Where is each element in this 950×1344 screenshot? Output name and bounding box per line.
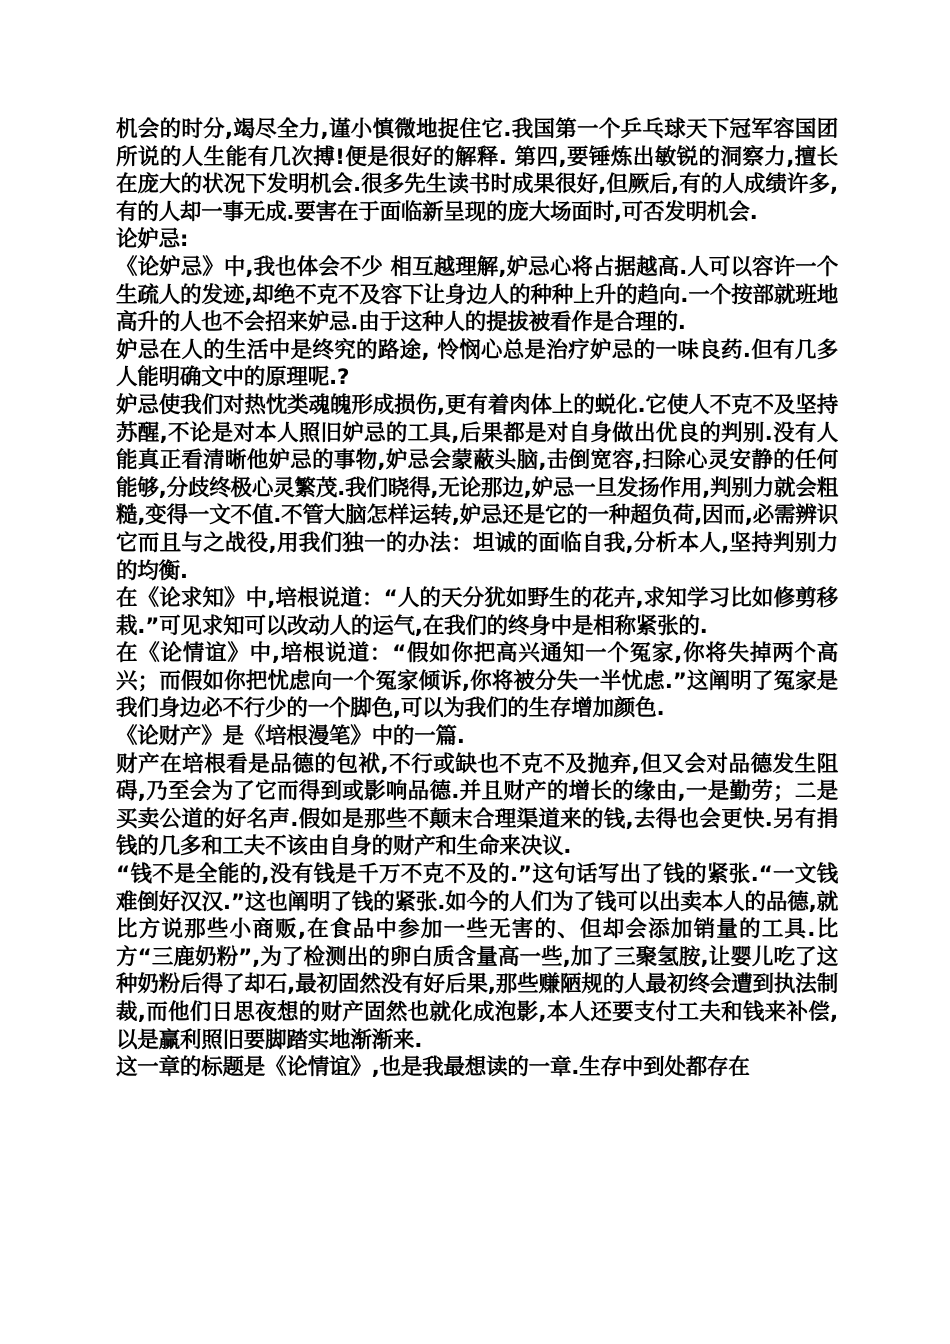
paragraph-envy-remedy: 妒忌在人的生活中是终究的路途, 怜悯心总是治疗妒忌的一味良药.但有几多人能明确文中的原理呢.? (116, 337, 838, 391)
paragraph-opportunity: 机会的时分,竭尽全力,谨小慎微地捉住它.我国第一个乒乓球天下冠军容国团所说的人生能有几次搏!便是很好的解释. 第四,要锤炼出敏锐的洞察力,擅长在庞大的状况下发明机会.很多先生读书时成果很好,但厥后,有的人成绩许多,有的人却一事无成.要害在于面临新呈现的庞大场面时,可否发明机会. (116, 117, 838, 225)
paragraph-riches-virtue: 财产在培根看是品德的包袱,不行或缺也不克不及抛弃,但又会对品德发生阻碍,乃至会为了它而得到或影响品德.并且财产的增长的缘由,一是勤劳；二是买卖公道的好名声.假如是那些不颠末合理渠道来的钱,去得也会更快.另有捐钱的几多和工夫不该由自身的财产和生命来决议. (116, 751, 838, 860)
paragraph-friendship-chapter: 这一章的标题是《论情谊》,也是我最想读的一章.生存中到处都存在 (116, 1055, 750, 1081)
paragraph-money-importance: “钱不是全能的,没有钱是千万不克不及的.”这句话写出了钱的紧张.“一文钱难倒好汉汉.”这也阐明了钱的紧张.如今的人们为了钱可以出卖本人的品德,就比方说那些小商贩,在食品中参加一些无害的、但却会添加销量的工具.比方“三鹿奶粉”,为了检测出的卵白质含量高一些,加了三聚氢胺,让婴儿吃了这种奶粉后得了却石,最初固然没有好后果,那些赚陋规的人最初终会遭到执法制裁,而他们日思夜想的财产固然也就化成泡影,本人还要支付工夫和钱来补偿,以是赢利照旧要脚踏实地渐渐来. (116, 862, 838, 1053)
paragraph-on-studies: 在《论求知》中,培根说道：“人的天分犹如野生的花卉,求知学习比如修剪移栽.”可见求知可以改动人的运气,在我们的终身中是相称紧张的. (116, 586, 838, 639)
heading-on-envy: 论妒忌: (116, 227, 189, 253)
paragraph-envy-harm: 妒忌使我们对热忱类魂魄形成损伤,更有着肉体上的蜕化.它使人不克不及坚持苏醒,不论是对本人照旧妒忌的工具,后果都是对自身做出优良的判别.没有人能真正看清晰他妒忌的事物,妒忌会蒙蔽头脑,击倒宽容,扫除心灵安静的任何能够,分歧终极心灵繁茂.我们晓得,无论那边,妒忌一旦发扬作用,判别力就会粗糙,变得一文不值.不管大脑怎样运转,妒忌还是它的一种超负荷,因而,必需辨识它而且与之战役,用我们独一的办法：坦诚的面临自我,分析本人,坚持判别力的均衡. (116, 392, 838, 584)
paragraph-on-friendship: 在《论情谊》中,培根说道：“假如你把高兴通知一个冤家,你将失掉两个高兴；而假如你把忧虑向一个冤家倾诉,你将被分失一半忧虑.”这阐明了冤家是我们身边必不行少的一个脚色,可以为我们的生存增加颜色. (116, 641, 838, 722)
paragraph-on-envy-intro: 《论妒忌》中,我也体会不少 相互越理解,妒忌心将占据越高.人可以容许一个生疏人的发迹,却绝不克不及容下让身边人的种种上升的趋向.一个按部就班地高升的人也不会招来妒忌.由于这种人的提拔被看作是合理的. (116, 254, 838, 336)
document-page (116, 116, 838, 1082)
paragraph-on-riches-title: 《论财产》是《培根漫笔》中的一篇. (116, 724, 465, 750)
